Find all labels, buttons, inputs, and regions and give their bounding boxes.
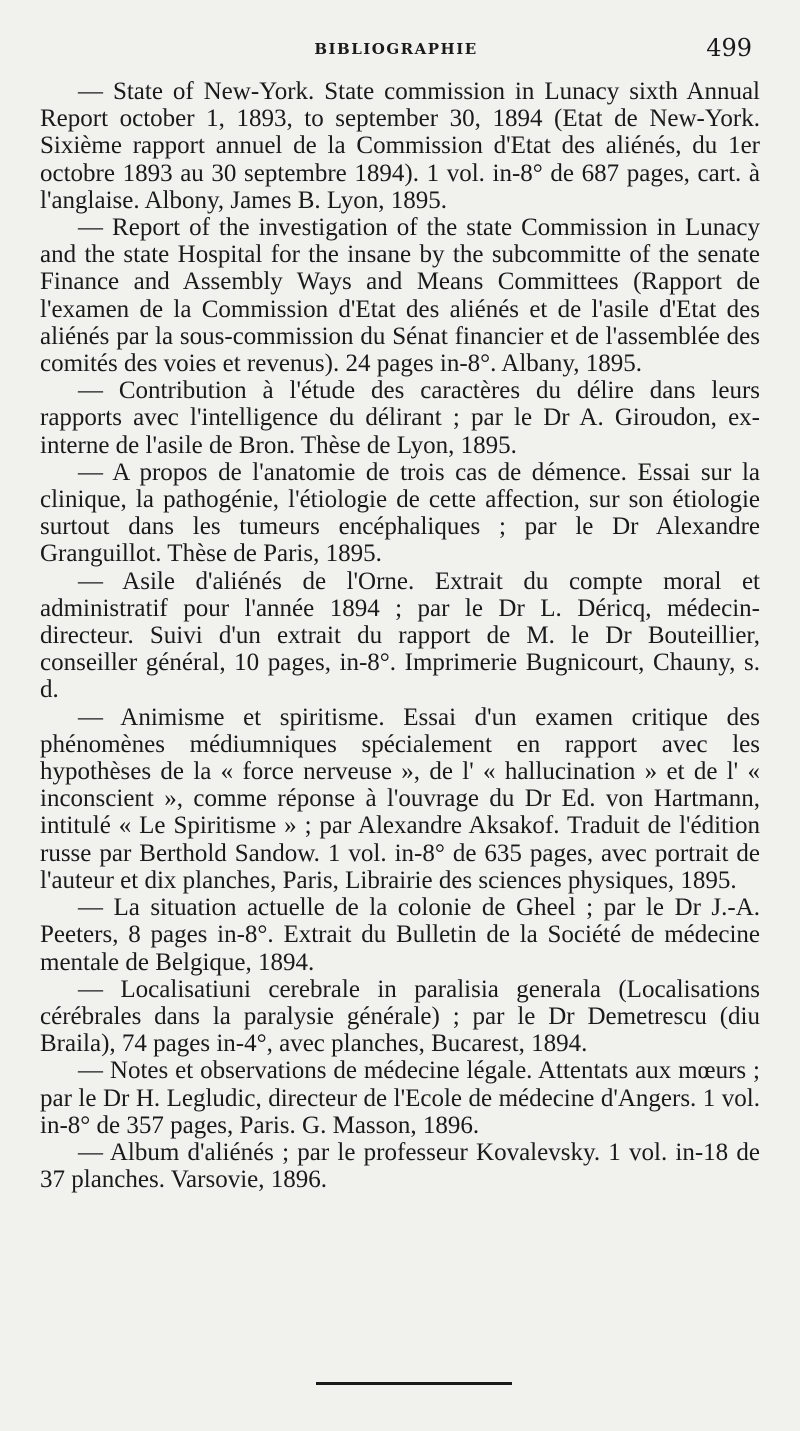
bibliography-entry: — Report of the investigation of the state Commission in Lunacy and the state Hospital for the insane by the subcommitte of the senate Finance and Assembly Ways and Means Committees (Rapport de l'examen de la Commission d'Etat des aliénés et de l'asile d'Etat des aliénés par la sous-commission du Sénat financier et de l'assemblée des comités des voies et revenus). 24 pages in-8°. Albany, 1895. — [40, 214, 760, 378]
bibliography-entry: — Album d'aliénés ; par le professeur Kovalevsky. 1 vol. in-18 de 37 planches. Varsovie, 1896. — [40, 1138, 760, 1194]
bibliography-entry: — State of New-York. State commission in Lunacy sixth Annual Report october 1, 1893, to september 30, 1894 (Etat de New-York. Sixième rapport annuel de la Commission d'Etat des aliénés, du 1er octobre 1893 au 30 septembre 1894). 1 vol. in-8° de 687 pages, cart. à l'anglaise. Albony, James B. Lyon, 1895. — [40, 78, 760, 214]
end-rule — [316, 1382, 512, 1385]
bibliography-entry: — Animisme et spiritisme. Essai d'un examen critique des phénomènes médiumniques spécialement en rapport avec les hypothèses de la « force nerveuse », de l' « hallucination » et de l' « inconscient », comme réponse à l'ouvrage du Dr Ed. von Hartmann, intitulé « Le Spiritisme » ; par Alexandre Aksakof. Traduit de l'édition russe par Berthold Sandow. 1 vol. in-8° de 635 pages, avec portrait de l'auteur et dix planches, Paris, Librairie des sciences physiques, 1895. — [40, 703, 760, 894]
running-head — [40, 34, 752, 64]
bibliography-entry: — Notes et observations de médecine légale. Attentats aux mœurs ; par le Dr H. Legludic, directeur de l'Ecole de médecine d'Angers. 1 vol. in-8° de 357 pages, Paris. G. Masson, 1896. — [40, 1057, 760, 1139]
bibliography-entry: — Localisatiuni cerebrale in paralisia generala (Localisations cérébrales dans la paralysie générale) ; par le Dr Demetrescu (diu Braila), 74 pages in-4°, avec planches, Bucarest, 1894. — [40, 975, 760, 1058]
bibliography-entries — [40, 78, 760, 1193]
running-title: BIBLIOGRAPHIE — [314, 40, 478, 58]
page-number: 499 — [706, 34, 752, 62]
bibliography-entry: — La situation actuelle de la colonie de Gheel ; par le Dr J.-A. Peeters, 8 pages in-8°. Extrait du Bulletin de la Société de médecine mentale de Belgique, 1894. — [40, 894, 760, 976]
bibliography-entry: — Contribution à l'étude des caractères du délire dans leurs rapports avec l'intelligence du délirant ; par le Dr A. Giroudon, ex-interne de l'asile de Bron. Thèse de Lyon, 1895. — [40, 377, 760, 459]
bibliography-entry: — Asile d'aliénés de l'Orne. Extrait du compte moral et administratif pour l'année 1894 ; par le Dr L. Déricq, médecin-directeur. Suivi d'un extrait du rapport de M. le Dr Bouteillier, conseiller général, 10 pages, in-8°. Imprimerie Bugnicourt, Chauny, s. d. — [40, 567, 760, 704]
bibliography-entry: — A propos de l'anatomie de trois cas de démence. Essai sur la clinique, la pathogénie, l'étiologie de cette affection, sur son étiologie surtout dans les tumeurs encéphaliques ; par le Dr Alexandre Granguillot. Thèse de Paris, 1895. — [40, 458, 760, 568]
